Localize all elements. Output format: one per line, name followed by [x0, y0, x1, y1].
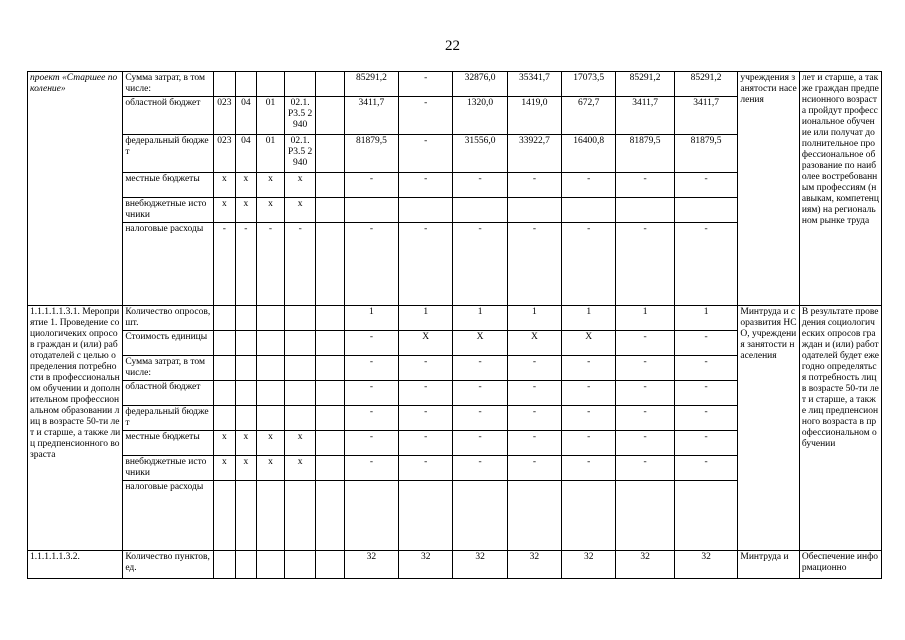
empty-cell: [316, 551, 345, 579]
budget-code-cell: [256, 381, 285, 406]
budget-code-cell: х: [213, 456, 236, 481]
budget-code-cell: [256, 406, 285, 431]
indicator-label: Количество опросов, шт.: [123, 306, 213, 331]
value-cell: -: [507, 456, 561, 481]
empty-cell: [316, 198, 345, 223]
value-cell: Х: [399, 331, 453, 356]
value-cell: 32: [616, 551, 674, 579]
budget-code-cell: [285, 72, 316, 97]
value-cell: 32: [453, 551, 507, 579]
empty-cell: [316, 456, 345, 481]
value-cell: [453, 198, 507, 223]
value-cell: -: [507, 381, 561, 406]
indicator-label: Сумма затрат, в том числе:: [123, 356, 213, 381]
budget-code-cell: [236, 306, 257, 331]
empty-cell: [316, 97, 345, 135]
empty-cell: [316, 431, 345, 456]
budget-code-cell: [256, 331, 285, 356]
value-cell: -: [674, 381, 738, 406]
value-cell: 1: [616, 306, 674, 331]
value-cell: -: [674, 331, 738, 356]
value-cell: -: [344, 331, 398, 356]
activity-name-cell: 1.1.1.1.1.3.2.: [28, 551, 123, 579]
budget-code-cell: [285, 551, 316, 579]
budget-code-cell: -: [256, 223, 285, 306]
value-cell: 3411,7: [344, 97, 398, 135]
budget-code-cell: 023: [213, 135, 236, 173]
value-cell: -: [453, 356, 507, 381]
value-cell: 81879,5: [344, 135, 398, 173]
budget-code-cell: [285, 406, 316, 431]
indicator-label: Количество пунктов, ед.: [123, 551, 213, 579]
value-cell: [399, 481, 453, 551]
budget-code-cell: х: [256, 173, 285, 198]
budget-code-cell: х: [236, 431, 257, 456]
budget-code-cell: [236, 551, 257, 579]
value-cell: -: [507, 431, 561, 456]
indicator-label: внебюджетные источники: [123, 456, 213, 481]
value-cell: [562, 198, 616, 223]
value-cell: 1: [453, 306, 507, 331]
value-cell: -: [344, 356, 398, 381]
value-cell: -: [344, 381, 398, 406]
budget-code-cell: [213, 406, 236, 431]
value-cell: -: [344, 406, 398, 431]
value-cell: 672,7: [562, 97, 616, 135]
value-cell: -: [399, 431, 453, 456]
budget-code-cell: -: [236, 223, 257, 306]
budget-code-cell: х: [285, 198, 316, 223]
budget-code-cell: [236, 481, 257, 551]
budget-code-cell: [236, 406, 257, 431]
value-cell: 16400,8: [562, 135, 616, 173]
empty-cell: [316, 481, 345, 551]
value-cell: -: [344, 456, 398, 481]
budget-code-cell: [213, 356, 236, 381]
value-cell: Х: [562, 331, 616, 356]
value-cell: 32876,0: [453, 72, 507, 97]
budget-code-cell: [236, 72, 257, 97]
value-cell: -: [453, 223, 507, 306]
table-body: [28, 72, 882, 579]
indicator-label: внебюджетные источники: [123, 198, 213, 223]
budget-code-cell: 01: [256, 135, 285, 173]
budget-code-cell: х: [213, 198, 236, 223]
value-cell: -: [562, 356, 616, 381]
empty-cell: [316, 406, 345, 431]
executor-cell: учреждения занятости населения: [738, 72, 800, 306]
value-cell: -: [453, 456, 507, 481]
value-cell: -: [399, 173, 453, 198]
expected-result-cell: лет и старше, а также граждан предпенсионного возраста пройдут профессиональное обучение или получат дополнительное профессиональное образование по наиболее востребованным профессиям (навыкам, компетенциям) на региональном рынке труда: [799, 72, 881, 306]
value-cell: 31556,0: [453, 135, 507, 173]
budget-code-cell: х: [213, 431, 236, 456]
value-cell: 35341,7: [507, 72, 561, 97]
activity-name-cell: 1.1.1.1.1.3.1. Мероприятие 1. Проведение социологичеких опросов граждан и (или) работодателей с целью определения потребности в профессиональном обучении и дополнительном профессиональном образовании лиц в возрасте 50-ти лет и старше, а также лиц предпенсионного возраста: [28, 306, 123, 551]
value-cell: -: [562, 223, 616, 306]
budget-code-cell: 023: [213, 97, 236, 135]
budget-code-cell: [213, 306, 236, 331]
value-cell: [616, 198, 674, 223]
value-cell: 1419,0: [507, 97, 561, 135]
indicator-label: федеральный бюджет: [123, 406, 213, 431]
value-cell: -: [344, 223, 398, 306]
value-cell: -: [344, 431, 398, 456]
value-cell: 1: [674, 306, 738, 331]
value-cell: 81879,5: [616, 135, 674, 173]
value-cell: -: [399, 97, 453, 135]
value-cell: -: [399, 356, 453, 381]
budget-code-cell: [213, 481, 236, 551]
budget-code-cell: [256, 72, 285, 97]
indicator-label: Стоимость единицы: [123, 331, 213, 356]
value-cell: -: [616, 381, 674, 406]
page-number: 22: [445, 38, 460, 54]
value-cell: -: [399, 456, 453, 481]
value-cell: 85291,2: [616, 72, 674, 97]
value-cell: -: [616, 456, 674, 481]
value-cell: [674, 481, 738, 551]
budget-code-cell: [256, 551, 285, 579]
value-cell: [507, 198, 561, 223]
value-cell: Х: [453, 331, 507, 356]
budget-code-cell: х: [236, 198, 257, 223]
expected-result-cell: В результате проведения социологических опросов граждан и (или) работодателей будет ежегодно определяться потребность лиц в возрасте 50-ти лет и старше, а также лиц предпенсионного возраста в профессиональном обучении: [799, 306, 881, 551]
value-cell: -: [507, 223, 561, 306]
value-cell: 3411,7: [616, 97, 674, 135]
budget-code-cell: 01: [256, 97, 285, 135]
indicator-label: Сумма затрат, в том числе:: [123, 72, 213, 97]
activity-name-cell: проект «Старшее поколение»: [28, 72, 123, 306]
value-cell: [507, 481, 561, 551]
value-cell: -: [674, 431, 738, 456]
budget-code-cell: х: [256, 198, 285, 223]
value-cell: 32: [674, 551, 738, 579]
value-cell: 85291,2: [344, 72, 398, 97]
value-cell: -: [507, 356, 561, 381]
budget-code-cell: [256, 481, 285, 551]
value-cell: [399, 198, 453, 223]
value-cell: -: [616, 356, 674, 381]
executor-cell: Минтруда и: [738, 551, 800, 579]
value-cell: -: [453, 406, 507, 431]
budget-code-cell: -: [213, 223, 236, 306]
value-cell: -: [344, 173, 398, 198]
value-cell: -: [507, 173, 561, 198]
value-cell: -: [674, 223, 738, 306]
value-cell: 3411,7: [674, 97, 738, 135]
budget-code-cell: [285, 356, 316, 381]
value-cell: -: [674, 173, 738, 198]
value-cell: -: [453, 173, 507, 198]
value-cell: 81879,5: [674, 135, 738, 173]
indicator-label: налоговые расходы: [123, 481, 213, 551]
value-cell: [562, 481, 616, 551]
budget-code-cell: [285, 381, 316, 406]
value-cell: -: [399, 381, 453, 406]
table-row: [28, 72, 882, 97]
indicator-label: местные бюджеты: [123, 431, 213, 456]
indicator-label: областной бюджет: [123, 381, 213, 406]
value-cell: -: [562, 456, 616, 481]
budget-code-cell: [213, 381, 236, 406]
budget-code-cell: х: [236, 173, 257, 198]
value-cell: -: [399, 223, 453, 306]
value-cell: [344, 481, 398, 551]
empty-cell: [316, 72, 345, 97]
value-cell: -: [616, 223, 674, 306]
budget-table: [27, 71, 882, 579]
value-cell: -: [453, 381, 507, 406]
value-cell: -: [562, 406, 616, 431]
value-cell: [453, 481, 507, 551]
budget-code-cell: х: [236, 456, 257, 481]
value-cell: 85291,2: [674, 72, 738, 97]
value-cell: 17073,5: [562, 72, 616, 97]
budget-code-cell: х: [256, 456, 285, 481]
budget-code-cell: [285, 331, 316, 356]
value-cell: -: [562, 431, 616, 456]
budget-code-cell: х: [285, 431, 316, 456]
budget-code-cell: [213, 551, 236, 579]
value-cell: -: [616, 406, 674, 431]
budget-code-cell: [213, 331, 236, 356]
value-cell: -: [453, 431, 507, 456]
indicator-label: налоговые расходы: [123, 223, 213, 306]
budget-code-cell: [213, 72, 236, 97]
budget-code-cell: [236, 331, 257, 356]
value-cell: -: [399, 135, 453, 173]
value-cell: 1320,0: [453, 97, 507, 135]
budget-code-cell: [236, 356, 257, 381]
empty-cell: [316, 306, 345, 331]
value-cell: 1: [562, 306, 616, 331]
empty-cell: [316, 381, 345, 406]
budget-code-cell: х: [256, 431, 285, 456]
value-cell: 32: [562, 551, 616, 579]
budget-code-cell: [256, 306, 285, 331]
value-cell: 32: [507, 551, 561, 579]
value-cell: -: [507, 406, 561, 431]
budget-code-cell: х: [285, 173, 316, 198]
value-cell: 33922,7: [507, 135, 561, 173]
expected-result-cell: Обеспечение информационно: [799, 551, 881, 579]
empty-cell: [316, 173, 345, 198]
value-cell: -: [399, 406, 453, 431]
value-cell: -: [674, 406, 738, 431]
budget-code-cell: 04: [236, 97, 257, 135]
value-cell: -: [674, 456, 738, 481]
table-row: [28, 551, 882, 579]
table-row: [28, 306, 882, 331]
budget-code-cell: х: [213, 173, 236, 198]
executor-cell: Минтруда и соразвития НСО, учреждения занятости населения: [738, 306, 800, 551]
empty-cell: [316, 223, 345, 306]
budget-code-cell: х: [285, 456, 316, 481]
value-cell: 32: [344, 551, 398, 579]
value-cell: 1: [507, 306, 561, 331]
empty-cell: [316, 331, 345, 356]
value-cell: Х: [507, 331, 561, 356]
indicator-label: областной бюджет: [123, 97, 213, 135]
budget-code-cell: -: [285, 223, 316, 306]
value-cell: -: [616, 431, 674, 456]
value-cell: -: [674, 356, 738, 381]
empty-cell: [316, 135, 345, 173]
value-cell: [344, 198, 398, 223]
indicator-label: местные бюджеты: [123, 173, 213, 198]
value-cell: -: [616, 331, 674, 356]
indicator-label: федеральный бюджет: [123, 135, 213, 173]
value-cell: [674, 198, 738, 223]
value-cell: 1: [344, 306, 398, 331]
budget-code-cell: [285, 306, 316, 331]
value-cell: -: [562, 173, 616, 198]
budget-code-cell: [256, 356, 285, 381]
budget-code-cell: [285, 481, 316, 551]
value-cell: 1: [399, 306, 453, 331]
value-cell: [616, 481, 674, 551]
budget-code-cell: 02.1. Р3.5 2940: [285, 97, 316, 135]
value-cell: 32: [399, 551, 453, 579]
value-cell: -: [399, 72, 453, 97]
budget-code-cell: [236, 381, 257, 406]
budget-code-cell: 02.1. Р3.5 2940: [285, 135, 316, 173]
value-cell: -: [616, 173, 674, 198]
budget-code-cell: 04: [236, 135, 257, 173]
empty-cell: [316, 356, 345, 381]
value-cell: -: [562, 381, 616, 406]
